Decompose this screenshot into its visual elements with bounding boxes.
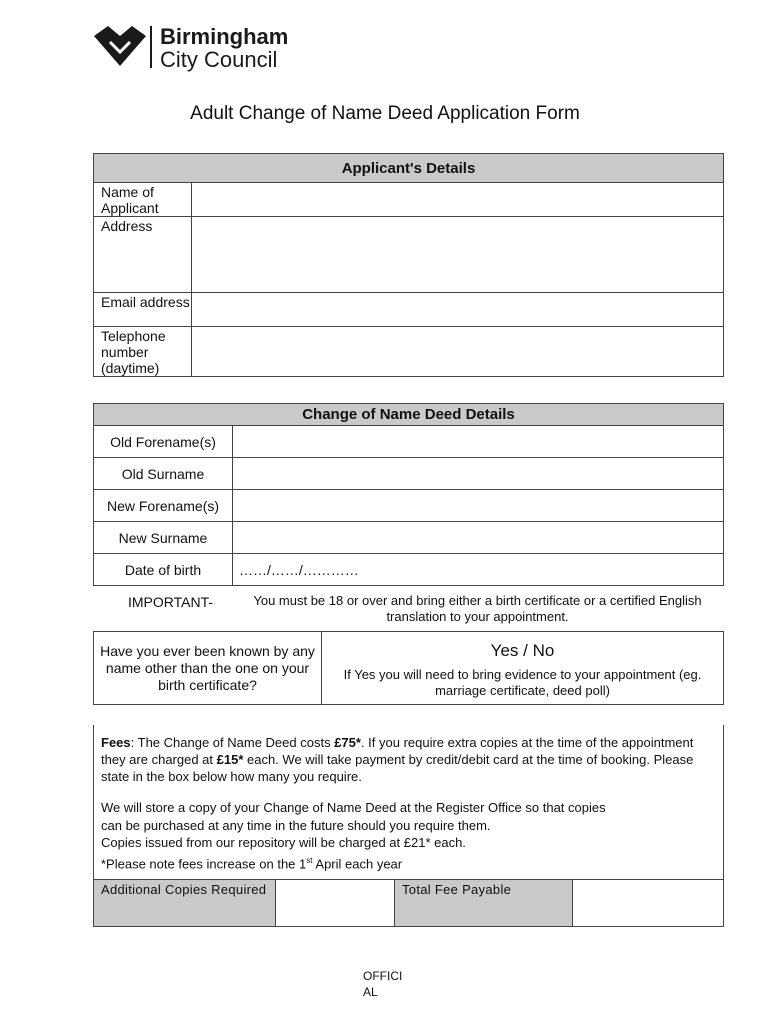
fees-text-3: each. We will take payment by credit/debit card at the time of booking. Please state in the box below how many you require. bbox=[101, 752, 694, 784]
email-label: Email address bbox=[94, 293, 192, 327]
storage-line-3: Copies issued from our repository will be charged at £21* each. bbox=[101, 835, 466, 850]
address-field[interactable] bbox=[192, 217, 724, 293]
applicant-details-table bbox=[93, 153, 724, 377]
storage-paragraph bbox=[101, 799, 716, 872]
old-forename-label: Old Forename(s) bbox=[94, 426, 233, 458]
classification-footer bbox=[363, 968, 402, 1000]
applicant-details-header: Applicant's Details bbox=[94, 154, 724, 183]
totals-table bbox=[93, 879, 724, 927]
address-label: Address bbox=[94, 217, 192, 293]
fees-paragraph bbox=[101, 734, 716, 785]
storage-line-4: *Please note fees increase on the 1st April each year bbox=[101, 855, 403, 871]
yes-no-answer[interactable]: Yes / No bbox=[490, 641, 555, 660]
new-surname-field[interactable] bbox=[233, 522, 724, 554]
name-label: Name of Applicant bbox=[94, 183, 192, 217]
old-surname-label: Old Surname bbox=[94, 458, 233, 490]
telephone-field[interactable] bbox=[192, 327, 724, 377]
email-field[interactable] bbox=[192, 293, 724, 327]
footer-line-2: AL bbox=[363, 985, 378, 999]
deed-details-header: Change of Name Deed Details bbox=[94, 404, 724, 426]
fees-text-2: . If you require extra copies at the time of the appointment they are charged at bbox=[101, 735, 694, 767]
total-fee-field[interactable] bbox=[573, 880, 724, 927]
fees-copy-cost: £15* bbox=[216, 752, 244, 767]
new-forename-label: New Forename(s) bbox=[94, 490, 233, 522]
new-forename-field[interactable] bbox=[233, 490, 724, 522]
additional-copies-label: Additional Copies Required bbox=[94, 880, 276, 927]
logo-line2: City Council bbox=[160, 47, 278, 72]
important-text: You must be 18 or over and bring either a birth certificate or a certified English translation to your appointment. bbox=[253, 593, 702, 624]
other-name-question: Have you ever been known by any name other than the one on your birth certificate? bbox=[94, 632, 322, 705]
fees-label: Fees bbox=[101, 735, 131, 750]
telephone-label: Telephone number (daytime) bbox=[94, 327, 192, 377]
storage-line-2: can be purchased at any time in the future should you require them. bbox=[101, 817, 491, 833]
important-label: IMPORTANT- bbox=[128, 594, 214, 610]
fees-box bbox=[93, 725, 724, 879]
heart-logo-icon bbox=[92, 26, 148, 70]
total-fee-label: Total Fee Payable bbox=[395, 880, 573, 927]
fees-cost: £75* bbox=[334, 735, 361, 750]
additional-copies-field[interactable] bbox=[276, 880, 395, 927]
name-field[interactable] bbox=[192, 183, 724, 217]
other-name-note: If Yes you will need to bring evidence to your appointment (eg. marriage certificate, deed poll) bbox=[343, 667, 702, 698]
footer-line-1: OFFICI bbox=[363, 969, 403, 983]
fees-text-1: : The Change of Name Deed costs bbox=[130, 735, 335, 750]
old-surname-field[interactable] bbox=[233, 458, 724, 490]
dob-field[interactable]: ……/……/………… bbox=[233, 554, 724, 586]
deed-details-table bbox=[93, 403, 724, 586]
logo-line1: Birmingham bbox=[160, 24, 289, 49]
old-forename-field[interactable] bbox=[233, 426, 724, 458]
council-logo bbox=[92, 26, 312, 70]
new-surname-label: New Surname bbox=[94, 522, 233, 554]
other-name-table bbox=[93, 631, 724, 705]
storage-line-1: We will store a copy of your Change of Name Deed at the Register Office so that copies bbox=[101, 800, 606, 815]
page-title: Adult Change of Name Deed Application Form bbox=[190, 103, 580, 124]
dob-label: Date of birth bbox=[94, 554, 233, 586]
